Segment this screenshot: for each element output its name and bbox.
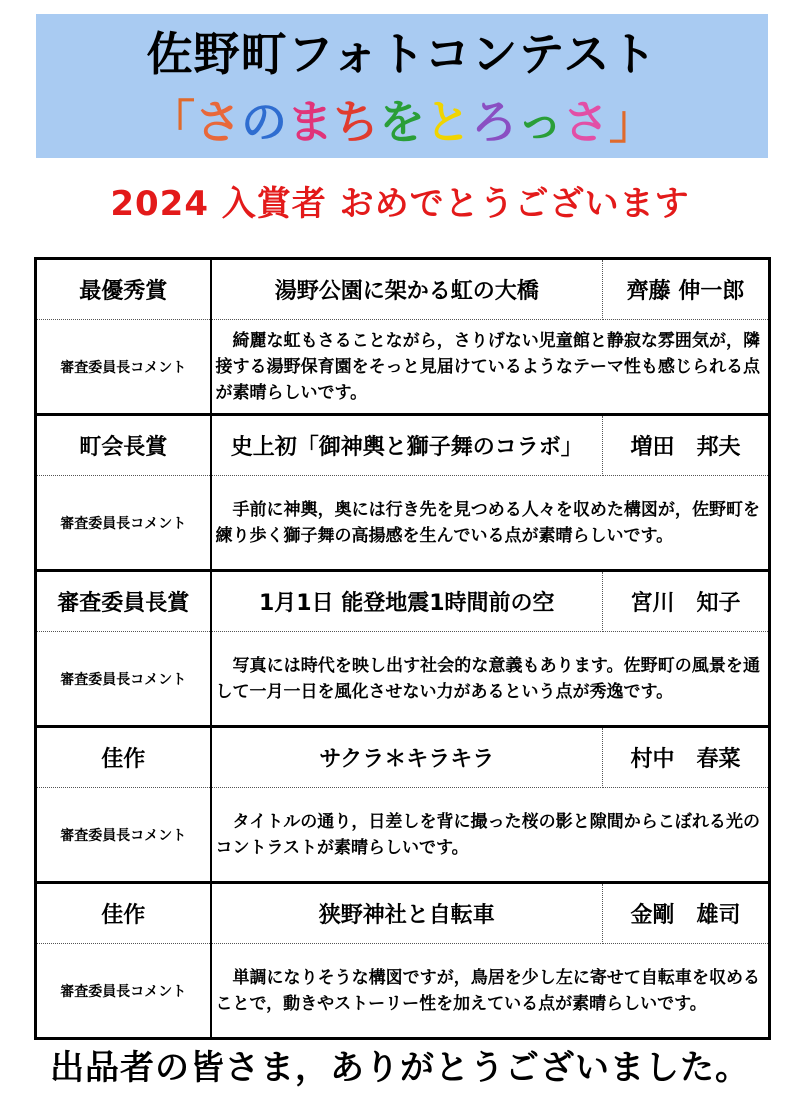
- judge-comment: 単調になりそうな構図ですが，鳥居を少し左に寄せて自転車を収めることで，動きやストーリー性を加えている点が素晴らしいです。: [211, 944, 770, 1039]
- photo-title: 狭野神社と自転車: [211, 883, 603, 944]
- subtitle-char: と: [425, 95, 471, 149]
- award-row: [36, 727, 770, 788]
- comment-label: 審査委員長コメント: [36, 320, 211, 415]
- comment-row: [36, 944, 770, 1039]
- awards-table: [34, 257, 771, 1040]
- comment-row: [36, 320, 770, 415]
- subtitle-char: の: [241, 95, 287, 149]
- award-name: 最優秀賞: [36, 259, 211, 320]
- subtitle-close-bracket: 」: [609, 95, 655, 149]
- comment-label: 審査委員長コメント: [36, 476, 211, 571]
- winner-name: 増田 邦夫: [603, 415, 770, 476]
- photo-title: サクラ＊キラキラ: [211, 727, 603, 788]
- comment-label: 審査委員長コメント: [36, 788, 211, 883]
- comment-label: 審査委員長コメント: [36, 944, 211, 1039]
- judge-comment: 綺麗な虹もさることながら，さりげない児童館と静寂な雰囲気が，隣接する湯野保育園をそっと見届けているようなテーマ性も感じられる点が素晴らしいです。: [211, 320, 770, 415]
- subtitle-char: ろ: [471, 95, 517, 149]
- subtitle-char: ち: [333, 95, 379, 149]
- contest-subtitle: [36, 94, 768, 150]
- subtitle-char: っ: [517, 95, 563, 149]
- award-name: 審査委員長賞: [36, 571, 211, 632]
- congratulations-heading: 2024 入賞者 おめでとうございます: [110, 184, 690, 224]
- page-title: 佐野町フォトコンテスト: [146, 27, 658, 81]
- photo-title: 史上初「御神輿と獅子舞のコラボ」: [211, 415, 603, 476]
- award-name: 佳作: [36, 883, 211, 944]
- footer-thanks: 出品者の皆さま，ありがとうございました。: [50, 1048, 750, 1088]
- judge-comment: 手前に神輿，奥には行き先を見つめる人々を収めた構図が，佐野町を練り歩く獅子舞の高揚感を生んでいる点が素晴らしいです。: [211, 476, 770, 571]
- comment-label: 審査委員長コメント: [36, 632, 211, 727]
- comment-row: [36, 476, 770, 571]
- winner-name: 宮川 知子: [603, 571, 770, 632]
- award-row: [36, 883, 770, 944]
- winner-name: 金剛 雄司: [603, 883, 770, 944]
- judge-comment: タイトルの通り，日差しを背に撮った桜の影と隙間からこぼれる光のコントラストが素晴らしいです。: [211, 788, 770, 883]
- award-row: [36, 571, 770, 632]
- winner-name: 村中 春菜: [603, 727, 770, 788]
- subtitle-char: さ: [195, 95, 241, 149]
- award-row: [36, 415, 770, 476]
- judge-comment: 写真には時代を映し出す社会的な意義もあります。佐野町の風景を通して一月一日を風化させない力があるという点が秀逸です。: [211, 632, 770, 727]
- comment-row: [36, 788, 770, 883]
- subtitle-char: を: [379, 95, 425, 149]
- winner-name: 齊藤 伸一郎: [603, 259, 770, 320]
- award-name: 町会長賞: [36, 415, 211, 476]
- photo-title: 1月1日 能登地震1時間前の空: [211, 571, 603, 632]
- subtitle-open-bracket: 「: [149, 95, 195, 149]
- award-row: [36, 259, 770, 320]
- subtitle-colored-text: [195, 95, 609, 149]
- award-name: 佳作: [36, 727, 211, 788]
- subtitle-char: ま: [287, 95, 333, 149]
- subtitle-char: さ: [563, 95, 609, 149]
- photo-title: 湯野公園に架かる虹の大橋: [211, 259, 603, 320]
- comment-row: [36, 632, 770, 727]
- header-banner: [36, 14, 768, 158]
